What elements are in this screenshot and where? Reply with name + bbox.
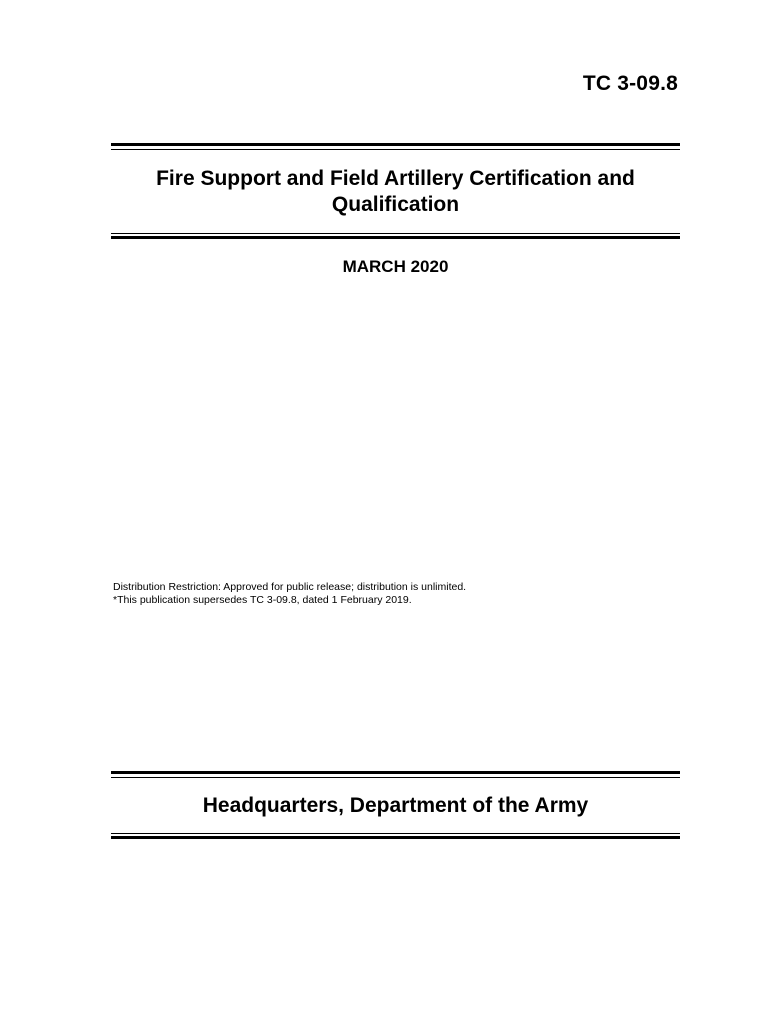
publication-date: MARCH 2020 bbox=[342, 257, 449, 276]
issuer-top-rule-thin bbox=[111, 777, 680, 778]
document-title: Fire Support and Field Artillery Certification and Qualification bbox=[156, 167, 635, 216]
issuing-authority: Headquarters, Department of the Army bbox=[202, 794, 589, 817]
title-bottom-rule-thick bbox=[111, 236, 680, 239]
title-bottom-rule-thin bbox=[111, 233, 680, 234]
supersedes-note: *This publication supersedes TC 3-09.8, dated 1 February 2019. bbox=[113, 594, 412, 606]
distribution-restriction: Distribution Restriction: Approved for public release; distribution is unlimited. bbox=[113, 581, 467, 593]
title-top-rule-thin bbox=[111, 149, 680, 150]
distribution-block bbox=[113, 581, 673, 607]
title-top-rule-thick bbox=[111, 143, 680, 146]
issuer-bottom-rule-thin bbox=[111, 833, 680, 834]
publication-number: TC 3-09.8 bbox=[582, 72, 678, 95]
issuer-top-rule-thick bbox=[111, 771, 680, 774]
issuer-bottom-rule-thick bbox=[111, 836, 680, 839]
